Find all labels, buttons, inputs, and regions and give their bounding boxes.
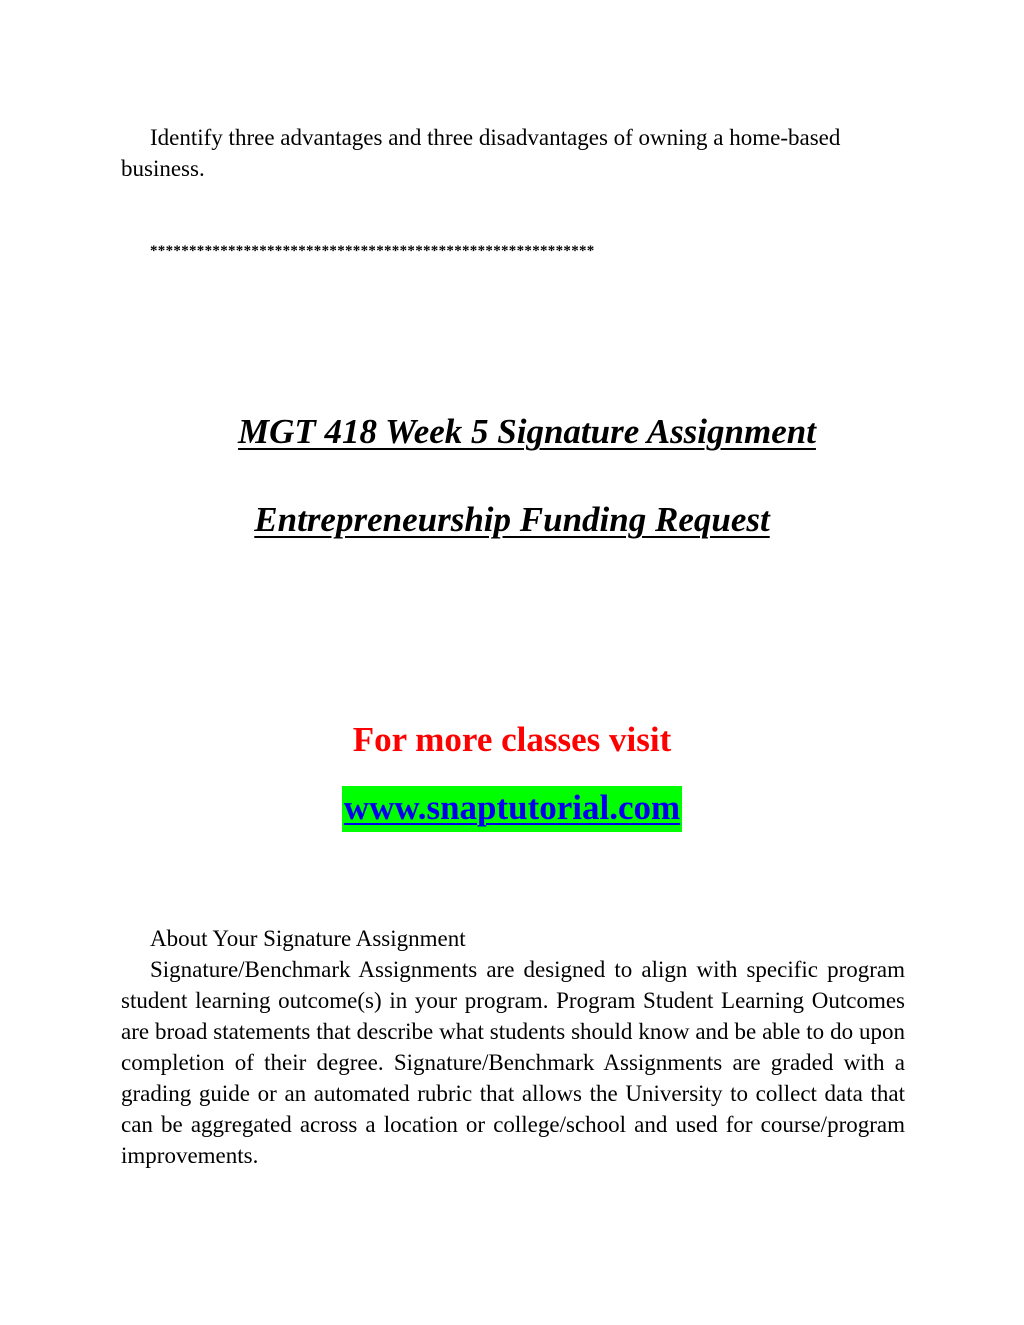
about-paragraph: Signature/Benchmark Assignments are designed to align with specific program student learning outcome(s) in your program. Program Student Learning Outcomes are broad statements that describe what students should know and be able to do upon completion of their degree. Signature/Benchmark Assignments are graded with a grading guide or an automated rubric that allows the University to collect data that can be aggregated across a location or college/school and used for course/program improvements. (121, 957, 905, 1168)
separator-line: ********************************************************* (150, 243, 595, 259)
snaptutorial-link[interactable]: www.snaptutorial.com (342, 786, 682, 832)
about-heading: About Your Signature Assignment (150, 926, 466, 951)
assignment-title: Entrepreneurship Funding Request (254, 500, 770, 539)
promo-heading: For more classes visit (352, 720, 672, 759)
intro-paragraph: Identify three advantages and three disadvantages of owning a home-based business. (121, 125, 841, 181)
promo-link-line (0, 786, 1024, 832)
course-title: MGT 418 Week 5 Signature Assignment (238, 412, 816, 451)
